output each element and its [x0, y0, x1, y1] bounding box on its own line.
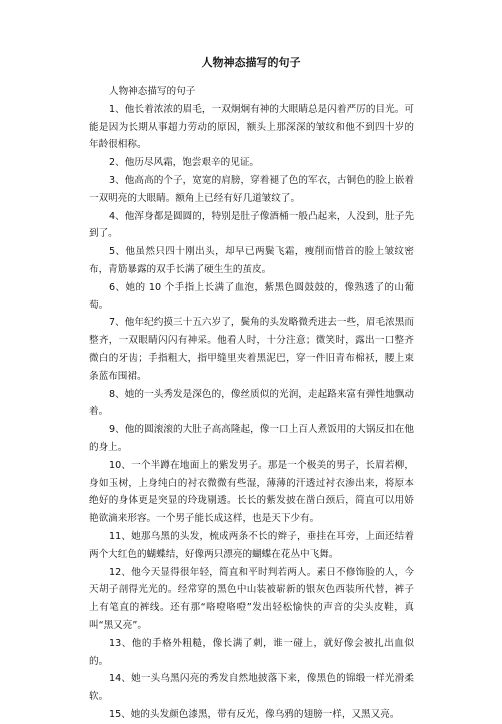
paragraph-10: 10、一个半蹲在地面上的紫发男子。那是一个极美的男子，长眉若柳，身如玉树，上身纯白的衬衣微微有些湿，薄薄的汗透过衬衣渗出来，将原本绝好的身体更是突显的玲珑剔透。长长的紫发披在凿白颈后，简直可以用娇艳欲滴来形容。一个男子能长成这样，也是天下少有。: [89, 459, 414, 525]
paragraph-6: 6、她的 10 个手指上长满了血泡，紫黑色圆鼓鼓的，像熟透了的山葡萄。: [89, 281, 414, 311]
paragraph-12: 12、他今天显得很年轻，简直和平时判若两人。素日不修饰脸的人，今天胡子剖得光光的。经常穿的黑色中山装被崭新的银灰色西装所代替，裤子上有笔直的裤线。还有那“咯噔咯噔”发出轻松愉快的声音的尖头皮鞋，真叫“黑又亮”。: [89, 566, 414, 631]
paragraph-subtitle: 人物神态描写的句子: [109, 86, 196, 97]
paragraph-11: 11、她那乌黑的头发，梳成两条不长的辫子，垂挂在耳旁，上面还结着两个大红色的蝴蝶结，好像两只漂亮的蝴蝶在花丛中飞舞。: [89, 530, 414, 560]
document-title: 人物神态描写的句子: [201, 56, 301, 69]
paragraph-2: 2、他历尽风霜，饱尝艰辛的见证。: [109, 157, 260, 169]
paragraph-4: 4、他浑身都是圆圆的，特别是肚子像酒桶一般凸起来，人没到，肚子先到了。: [89, 210, 414, 240]
paragraph-7: 7、他年纪约摸三十五六岁了，鬓角的头发略微秃进去一些，眉毛浓黑而整齐，一双眼睛闪闪有神采。他看人时，十分注意；微笑时，露出一口整齐微白的牙齿；手指粗大，指甲缝里夹着黑泥巴，穿一件旧青布棉袄，腰上束条蓝布围裙。: [89, 317, 414, 382]
paragraph-1: 1、他长着浓浓的眉毛，一双炯炯有神的大眼睛总是闪着严厉的目光。可能是因为长期从事超力劳动的原因，额头上那深深的皱纹和他不到四十岁的年龄很相称。: [89, 103, 414, 151]
paragraph-9: 9、他的圆滚滚的大肚子高高隆起，像一口上百人煮饭用的大锅反扣在他的身上。: [89, 424, 414, 453]
paragraph-5: 5、他虽然只四十刚出头，却早已两鬓飞霜，瘦削而惜首的脸上皱纹密布，青筋暴露的双手长满了硬生生的茧皮。: [89, 246, 414, 275]
paragraph-15: 15、她的头发颜色漆黑，带有反光，像乌鸦的翅膀一样，又黑又亮。: [109, 708, 400, 720]
paragraph-13: 13、他的手格外粗糙，像长满了刺，谁一碰上，就好像会被扎出血似的。: [89, 637, 414, 667]
paragraph-14: 14、她一头乌黑闪亮的秀发自然地披落下来，像黑色的锦缎一样光滑柔软。: [89, 673, 414, 703]
paragraph-3: 3、他高高的个子，宽宽的肩膀，穿着褪了色的军衣，古铜色的脸上嵌着一双明亮的大眼睛。额角上已经有好几道皱纹了。: [89, 174, 414, 204]
paragraph-8: 8、她的一头秀发是深色的，像丝质似的光润，走起路来富有弹性地飘动着。: [89, 388, 414, 418]
document-body: [89, 83, 414, 724]
